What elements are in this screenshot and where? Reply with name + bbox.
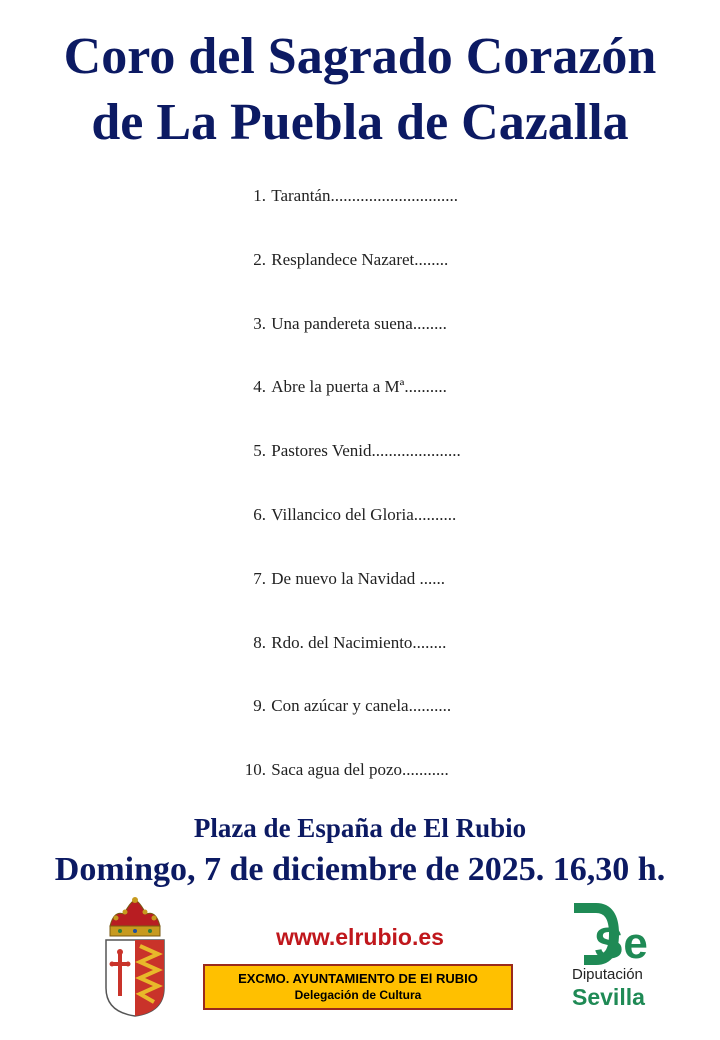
program-item-number: 3. xyxy=(253,313,266,333)
program-item-title: De nuevo la Navidad ...... xyxy=(271,568,445,588)
program-item xyxy=(232,696,512,760)
program-item-number: 6. xyxy=(253,504,266,524)
council-box xyxy=(203,964,513,1010)
diputacion-name: Sevilla xyxy=(572,984,645,1010)
program-item-title: Abre la puerta a Mª.......... xyxy=(271,377,447,397)
program-item xyxy=(232,314,512,378)
program-item-title: Tarantán.............................. xyxy=(271,186,458,205)
program-item-title: Villancico del Gloria.......... xyxy=(271,504,457,524)
program-item-title: Rdo. del Nacimiento........ xyxy=(271,632,447,652)
program-list xyxy=(232,186,512,824)
council-department: Delegación de Cultura xyxy=(294,988,422,1002)
program-item-number: 2. xyxy=(253,249,266,269)
program-item-title: Con azúcar y canela.......... xyxy=(271,696,452,716)
program-item-number: 9. xyxy=(253,696,266,716)
program-item-title: Una pandereta suena........ xyxy=(271,313,447,333)
council-name: EXCMO. AYUNTAMIENTO DE El RUBIO xyxy=(238,971,478,986)
poster-title-line1: Coro del Sagrado Corazón xyxy=(63,28,657,85)
website-link[interactable]: www.elrubio.es xyxy=(276,924,444,950)
event-datetime: Domingo, 7 de diciembre de 2025. 16,30 h. xyxy=(54,851,666,888)
program-item-number: 1. xyxy=(253,186,266,205)
program-item-title: Pastores Venid..................... xyxy=(271,441,461,461)
program-item-number: 10. xyxy=(244,760,266,780)
program-item xyxy=(232,505,512,569)
program-item xyxy=(232,633,512,697)
program-item-number: 4. xyxy=(253,377,266,397)
program-item xyxy=(232,186,512,250)
program-item xyxy=(232,250,512,314)
event-venue: Plaza de España de El Rubio xyxy=(193,813,527,843)
program-item-number: 5. xyxy=(253,441,266,461)
program-item xyxy=(232,441,512,505)
program-item xyxy=(232,569,512,633)
program-item-title: Saca agua del pozo........... xyxy=(271,760,449,780)
program-item xyxy=(232,377,512,441)
diputacion-label: Diputación xyxy=(572,966,643,983)
poster-title-line2: de La Puebla de Cazalla xyxy=(91,94,629,151)
program-item-number: 8. xyxy=(253,632,266,652)
coat-of-arms-logo xyxy=(100,896,170,1020)
program-item-number: 7. xyxy=(253,568,266,588)
svg-text:Se: Se xyxy=(594,919,648,968)
program-item-title: Resplandece Nazaret........ xyxy=(271,249,449,269)
